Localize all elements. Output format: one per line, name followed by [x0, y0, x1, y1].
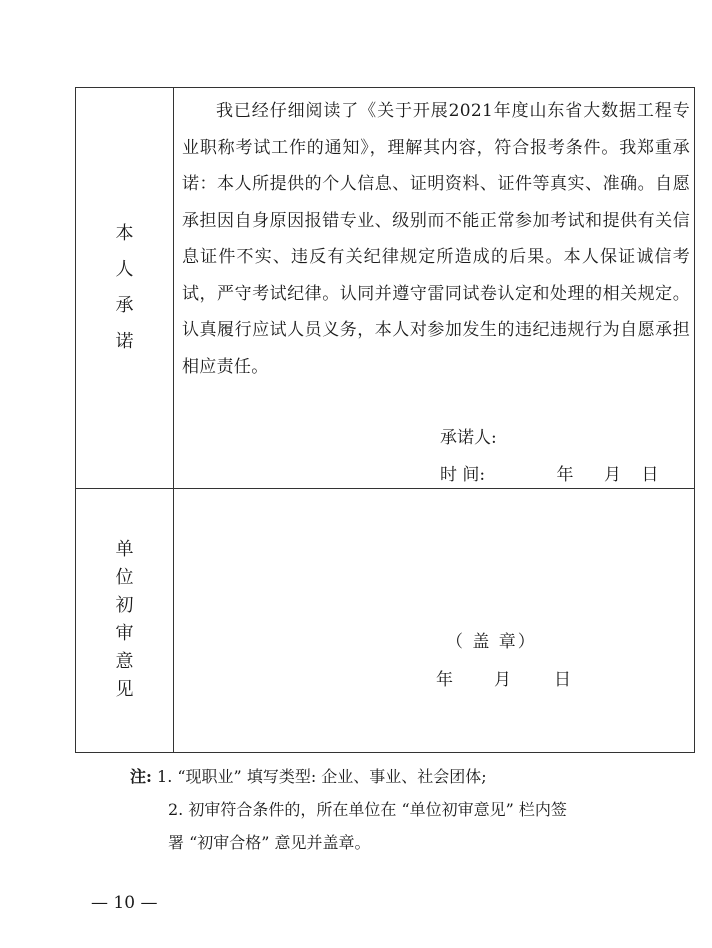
review-label-char: 意 — [115, 651, 134, 672]
commitment-label — [116, 216, 134, 360]
notes-section — [130, 760, 567, 859]
commitment-paragraph: 我已经仔细阅读了《关于开展2021年度山东省大数据工程专业职称考试工作的通知》，理解其内容，符合报考条件。我郑重承诺：本人所提供的个人信息、证明资料、证件等真实、准确。自愿承担因自身原因报错专业、级别而不能正常参加考试和提供有关信息证件不实、违反有关纪律规定所造成的后果。本人保证诚信考试，严守考试纪律。认同并遵守雷同试卷认定和处理的相关规定。认真履行应试人员义务，本人对参加发生的违纪违规行为自愿承担相应责任。 — [182, 101, 690, 377]
review-label — [116, 536, 134, 704]
commitment-label-char: 人 — [115, 259, 134, 280]
date-label: 时 间: — [440, 465, 486, 485]
review-label-char: 单 — [115, 539, 134, 560]
review-label-cell — [76, 488, 174, 752]
note-line-1 — [130, 760, 567, 793]
review-date-month: 月 — [494, 670, 511, 690]
review-date-line — [436, 665, 571, 690]
review-date-year: 年 — [436, 670, 453, 690]
date-year: 年 — [556, 465, 574, 485]
commitment-row — [76, 88, 694, 489]
review-row — [76, 488, 694, 752]
review-label-char: 初 — [115, 595, 134, 616]
note-text-1: 1. “现职业” 填写类型: 企业、事业、社会团体; — [157, 767, 487, 786]
seal-placeholder: （ 盖 章） — [446, 632, 537, 652]
commitment-form-table — [75, 87, 695, 753]
commitment-content-cell — [174, 88, 694, 488]
review-content-cell — [174, 488, 694, 752]
note-line-2: 2. 初审符合条件的，所在单位在 “单位初审意见” 栏内签 — [168, 800, 567, 819]
commitment-label-cell — [76, 88, 174, 488]
review-date-day: 日 — [554, 670, 571, 690]
signer-label: 承诺人: — [440, 428, 497, 448]
page-number: — 10 — — [91, 893, 158, 913]
note-line-3: 署 “初审合格” 意见并盖章。 — [168, 833, 371, 852]
note-label: 注: — [130, 767, 152, 786]
review-label-char: 审 — [115, 623, 134, 644]
date-day: 日 — [641, 465, 659, 485]
date-month: 月 — [604, 465, 621, 485]
commitment-date-line — [440, 460, 665, 485]
commitment-label-char: 诺 — [115, 331, 134, 352]
commitment-label-char: 本 — [115, 223, 134, 244]
commitment-label-char: 承 — [115, 295, 134, 316]
review-label-char: 见 — [115, 679, 134, 700]
review-label-char: 位 — [115, 567, 134, 588]
